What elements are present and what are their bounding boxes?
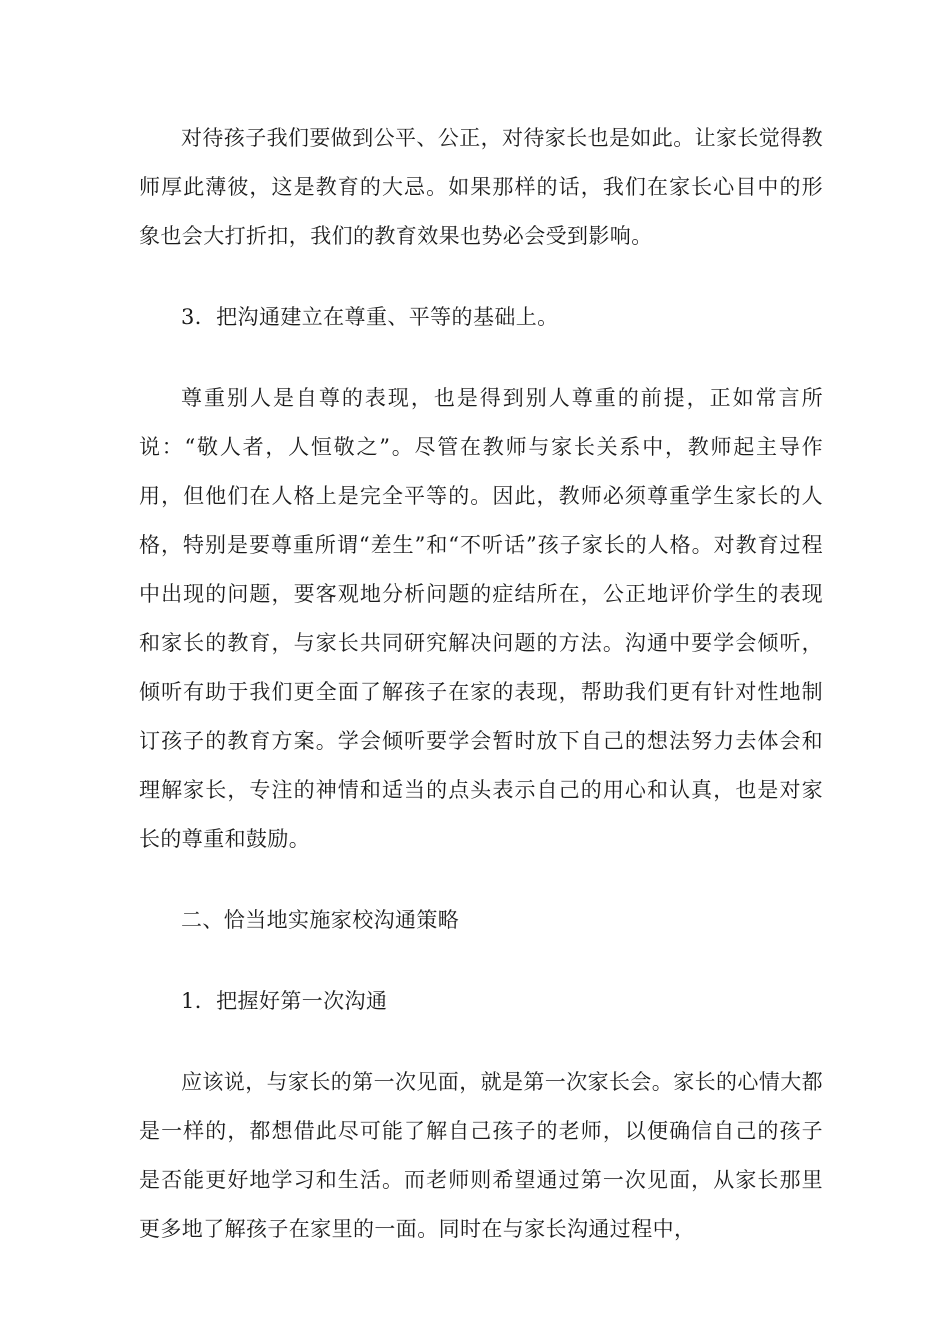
paragraph-gap bbox=[139, 342, 823, 374]
paragraph-gap bbox=[139, 1026, 823, 1058]
heading-first-communication: 1．把握好第一次沟通 bbox=[181, 989, 388, 1013]
paragraph-first-meeting: 应该说，与家长的第一次见面，就是第一次家长会。家长的心情大都是一样的，都想借此尽可能了解自己孩子的老师，以便确信自己的孩子是否能更好地学习和生活。而老师则希望通过第一次见面，从家长那里更多地了解孩子在家里的一面。同时在与家长沟通过程中， bbox=[139, 1070, 823, 1241]
paragraph-gap bbox=[139, 945, 823, 977]
document-page bbox=[139, 114, 823, 1254]
paragraph-gap bbox=[139, 864, 823, 896]
heading-respect-equality: 3．把沟通建立在尊重、平等的基础上。 bbox=[181, 305, 559, 329]
paragraph-gap bbox=[139, 261, 823, 293]
paragraph-respect: 尊重别人是自尊的表现，也是得到别人尊重的前提，正如常言所说：“敬人者，人恒敬之”。尽管在教师与家长关系中，教师起主导作用，但他们在人格上是完全平等的。因此，教师必须尊重学生家长的人格，特别是要尊重所谓“差生”和“不听话”孩子家长的人格。对教育过程中出现的问题，要客观地分析问题的症结所在，公正地评价学生的表现和家长的教育，与家长共同研究解决问题的方法。沟通中要学会倾听，倾听有助于我们更全面了解孩子在家的表现，帮助我们更有针对性地制订孩子的教育方案。学会倾听要学会暂时放下自己的想法努力去体会和理解家长，专注的神情和适当的点头表示自己的用心和认真，也是对家长的尊重和鼓励。 bbox=[139, 386, 823, 851]
heading-section-two: 二、恰当地实施家校沟通策略 bbox=[181, 908, 460, 932]
paragraph-fairness: 对待孩子我们要做到公平、公正，对待家长也是如此。让家长觉得教师厚此薄彼，这是教育的大忌。如果那样的话，我们在家长心目中的形象也会大打折扣，我们的教育效果也势必会受到影响。 bbox=[139, 126, 823, 248]
